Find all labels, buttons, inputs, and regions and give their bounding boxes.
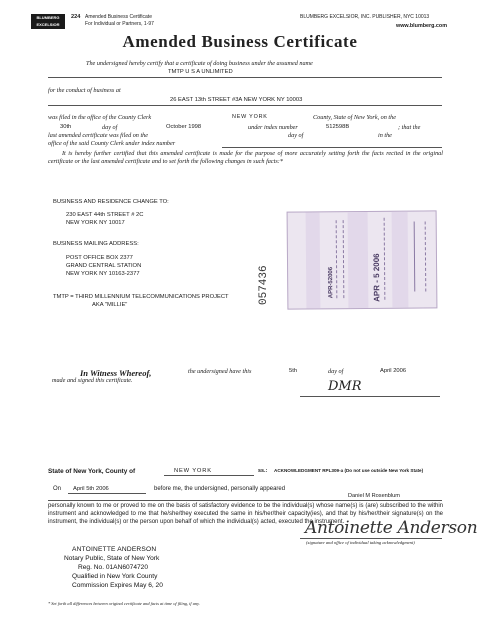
notary-reg-number: Reg. No. 01AN6074720 [78,564,149,571]
ack-county: NEW YORK [174,468,212,474]
notary-signature: Antoinette Anderson [305,518,478,538]
in-the-label: in the [378,132,392,139]
mailing-line-1: POST OFFICE BOX 2377 [66,255,133,261]
filed-day: 30th [60,124,72,130]
notary-line-2: Notary Public, State of New York [64,555,160,562]
ack-paragraph: personally known to me or proved to me on the basis of satisfactory evidence to be the individual(s) whose name(s) is (are) subscribed to the within instrument and acknowledged to me that he/she/they executed the same in his/her/their capacity(ies), and that by his/her/their signature(s) on the instrument, the individual(s) or the person upon behalf of which the individual(s) acted, executed the instrument. [48,503,443,525]
notary-stamp [50,546,210,606]
filed-county: NEW YORK [232,114,268,120]
stamp-text-lines-1 [336,220,345,298]
witness-signature-line [300,396,440,397]
witness-signature: DMR [328,379,362,394]
witness-day-of-label: day of [328,368,344,375]
form-description-2: For Individual or Partners, 1-97 [85,21,154,27]
that-the-label: ; that the [398,124,421,131]
county-state-label: County, State of New York, on the [313,114,396,121]
business-address: 26 EAST 13th STREET #3A NEW YORK NY 10003 [170,97,303,103]
ack-before-me: before me, the undersigned, personally appeared [154,486,286,492]
office-index-underline [222,147,442,148]
stamp-band-1 [306,212,321,308]
ack-appeared-underline [48,500,442,501]
stamp-text-lines-3 [414,221,427,291]
ack-state-prefix: State of New York, County of [48,468,136,475]
stamp-text-lines-2 [384,218,391,300]
filed-day-of-label: day of [102,124,118,131]
last-amended-label: last amended certificate was filed on the [48,132,149,139]
further-certification-text: It is hereby further certified that this amended certificate is made for the purpose of more accurately setting forth the facts recited in the original certificate or the last amended certificate and to set forth the following changes in such facts:* [48,150,443,166]
witness-text-2: made and signed this certificate. [52,377,133,384]
publisher-website: www.blumberg.com [396,23,448,29]
assumed-name: TMTP U S A UNLIMITED [168,69,233,75]
mailing-heading: BUSINESS MAILING ADDRESS: [53,241,139,247]
residence-line-2: NEW YORK NY 10017 [66,220,125,226]
ack-label: ACKNOWLEDGMENT RPL309-a (Do not use outside New York State) [274,468,424,473]
notary-signature-line [300,538,442,539]
publisher-line: BLUMBERG EXCELSIOR, INC. PUBLISHER, NYC 10013 [300,14,430,20]
assumed-name-underline [48,77,442,78]
witness-month-year: April 2006 [380,368,407,374]
form-description-1: Amended Business Certificate [85,14,152,20]
form-id: 224 [71,14,81,20]
notary-qualified: Qualified in New York County [72,573,158,580]
tmtp-aka: AKA "MILLIE" [92,302,128,308]
residence-line-1: 230 EAST 44th STREET # 2C [66,212,144,218]
ack-ss: ss.: [258,468,268,474]
document-title: Amended Business Certificate [122,32,358,51]
logo-line-1: BLUMBERG [36,15,60,20]
tmtp-definition: TMTP = THIRD MILLENNIUM TELECOMMUNICATIONS PROJECT [53,294,229,300]
stamp-band-2 [348,212,369,308]
notary-name: ANTOINETTE ANDERSON [72,546,157,553]
intro-line-1: The undersigned hereby certify that a certificate of doing business under the assumed name [86,60,313,67]
filed-month-year: October 1998 [166,124,202,130]
filed-prefix: was filed in the office of the County Clerk [48,114,152,121]
ack-date: April 5th 2006 [73,486,109,492]
ack-county-underline [164,475,254,476]
logo-line-2: EXCELSIOR [36,22,60,27]
mailing-line-2: GRAND CENTRAL STATION [66,263,142,269]
change-heading: BUSINESS AND RESIDENCE CHANGE TO: [53,199,169,205]
witness-day: 5th [289,368,298,374]
notary-commission: Commission Expires May 6, 20 [72,582,163,589]
witness-text-1: the undersigned have this [188,368,252,375]
ack-on-label: On [53,486,62,492]
ack-date-underline [68,493,146,494]
for-conduct-label: for the conduct of business at [48,87,121,94]
last-amended-day-of-label: day of [288,132,304,139]
stamp-date: APR - 5 2006 [371,253,382,302]
office-line-label: office of the said County Clerk under index number [48,140,176,147]
witness-heading: In Witness Whereof, [80,368,152,378]
stamp-band-3 [392,212,409,308]
index-number: 512598B [326,124,350,130]
stamp-code: APR-52006 [328,266,335,299]
under-index-label: under index number [248,124,298,131]
notary-signature-caption: (signature and office of individual taking acknowledgment) [306,540,415,545]
footnote: * Set forth all differences between original certificate and facts at time of filing, if any. [48,601,200,606]
business-address-underline [48,105,442,106]
ack-appeared-name: Daniel M Rosenblum [348,493,400,499]
filing-stamp [287,210,438,309]
filing-stamp-number: 057436 [258,265,270,305]
publisher-logo [31,14,65,29]
mailing-line-3: NEW YORK NY 10163-2377 [66,271,140,277]
